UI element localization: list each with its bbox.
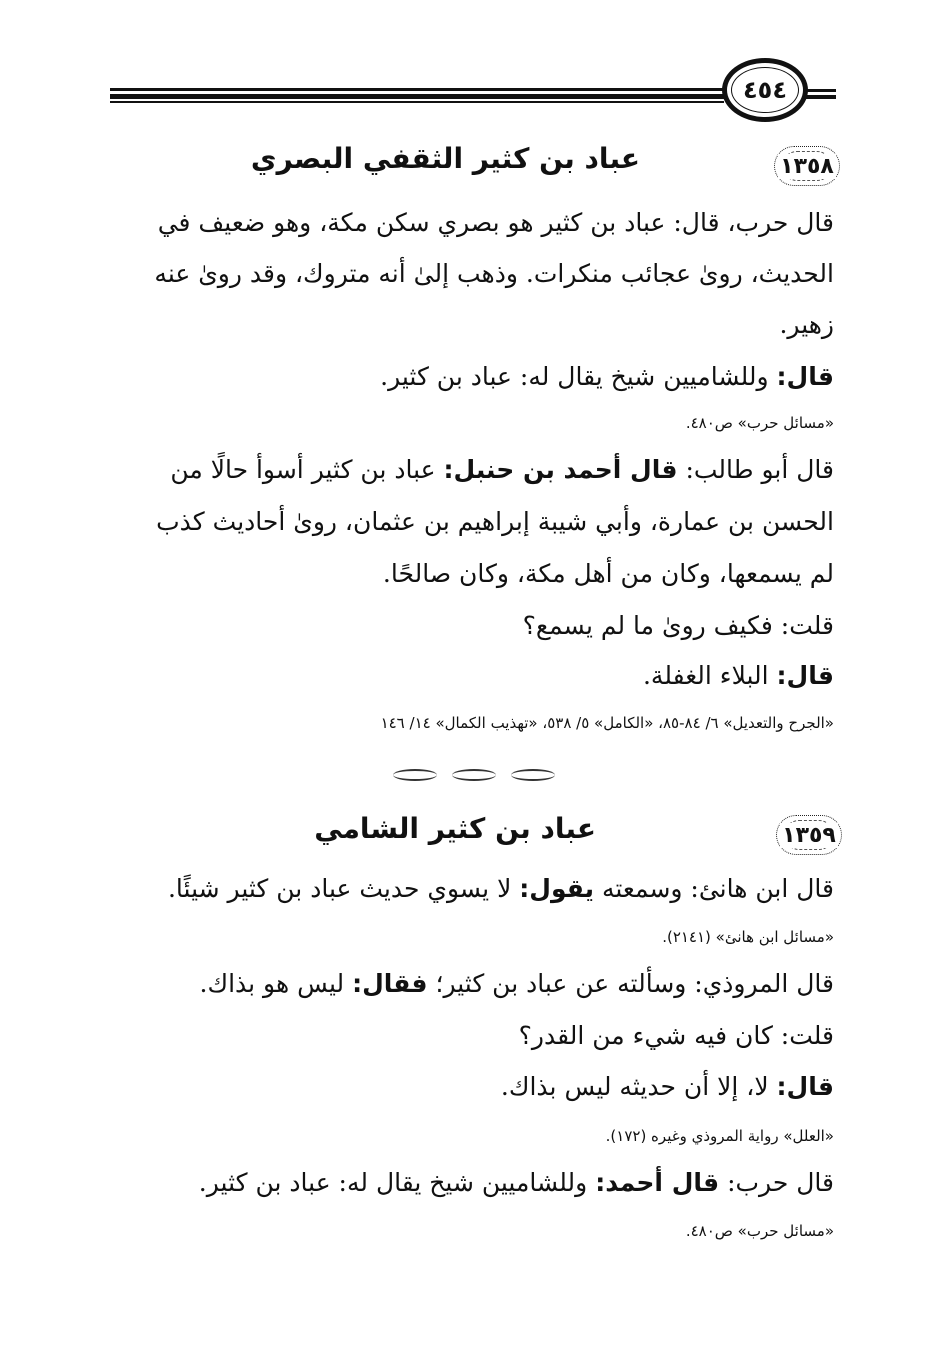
source-citation: «مسائل حرب» ص٤٨٠. [685, 414, 834, 432]
speaker-label: قال: [776, 661, 834, 690]
text-line: قلت: فكيف روىٰ ما لم يسمع؟ [522, 611, 834, 640]
text-line: الحديث، روىٰ عجائب منكرات. وذهب إلىٰ أنه متروك، وقد روىٰ عنه [154, 259, 834, 288]
source-citation: «الجرح والتعديل» ٦/ ٨٤-٨٥، «الكامل» ٥/ ٥٣٨، «تهذيب الكمال» ١٤/ ١٤٦ [380, 714, 834, 732]
text-line: قال أبو طالب: قال أحمد بن حنبل: عباد بن كثير أسوأ حالًا من [170, 455, 834, 484]
section-separator-ornament [393, 768, 555, 782]
speaker-label: قال: [776, 1072, 834, 1101]
text-line: لم يسمعها، وكان من أهل مكة، وكان صالحًا. [382, 559, 834, 588]
text-line: الحسن بن عمارة، وأبي شيبة إبراهيم بن عثمان، روىٰ أحاديث كذب [156, 507, 834, 536]
speaker-label: قال أحمد: [595, 1168, 720, 1197]
header-rule [110, 94, 724, 99]
text-line: زهير. [779, 310, 834, 339]
text-line: قال حرب: قال أحمد: وللشاميين شيخ يقال له: عباد بن كثير. [198, 1168, 834, 1197]
speaker-label: قال: [776, 362, 834, 391]
quote-text: وللشاميين شيخ يقال له: عباد بن كثير. [380, 362, 777, 391]
text-line: قلت: كان فيه شيء من القدر؟ [518, 1021, 834, 1050]
text-line [380, 362, 834, 391]
speaker-label: يقول: [519, 874, 595, 903]
page-number: ٤٥٤ [722, 58, 808, 122]
text-line: قال المروذي: وسألته عن عباد بن كثير؛ فقال: ليس هو بذاك. [199, 969, 834, 998]
text-line: قال حرب، قال: عباد بن كثير هو بصري سكن مكة، وهو ضعيف في [157, 208, 834, 237]
header-rule [804, 95, 836, 99]
entry-number-badge: ١٣٥٩ [776, 815, 842, 855]
speaker-label: قال أحمد بن حنبل: [443, 455, 678, 484]
entry-number-badge: ١٣٥٨ [774, 146, 840, 186]
header-rule [110, 88, 724, 91]
source-citation: «مسائل حرب» ص٤٨٠. [685, 1222, 834, 1240]
header-rule [804, 89, 836, 92]
source-citation: «مسائل ابن هانئ» (٢١٤١). [662, 928, 834, 946]
text-line: قال ابن هانئ: وسمعته يقول: لا يسوي حديث عباد بن كثير شيئًا. [167, 874, 834, 903]
entry-title: عباد بن كثير الثقفي البصري [250, 142, 640, 175]
text-line: قال: البلاء الغفلة. [642, 661, 834, 690]
text-line: قال: لا، إلا أن حديثه ليس بذاك. [500, 1072, 834, 1101]
speaker-label: فقال: [352, 969, 428, 998]
source-citation: «العلل» رواية المروذي وغيره (١٧٢). [605, 1127, 834, 1145]
header-rule [110, 101, 724, 103]
entry-title: عباد بن كثير الشامي [314, 812, 596, 845]
